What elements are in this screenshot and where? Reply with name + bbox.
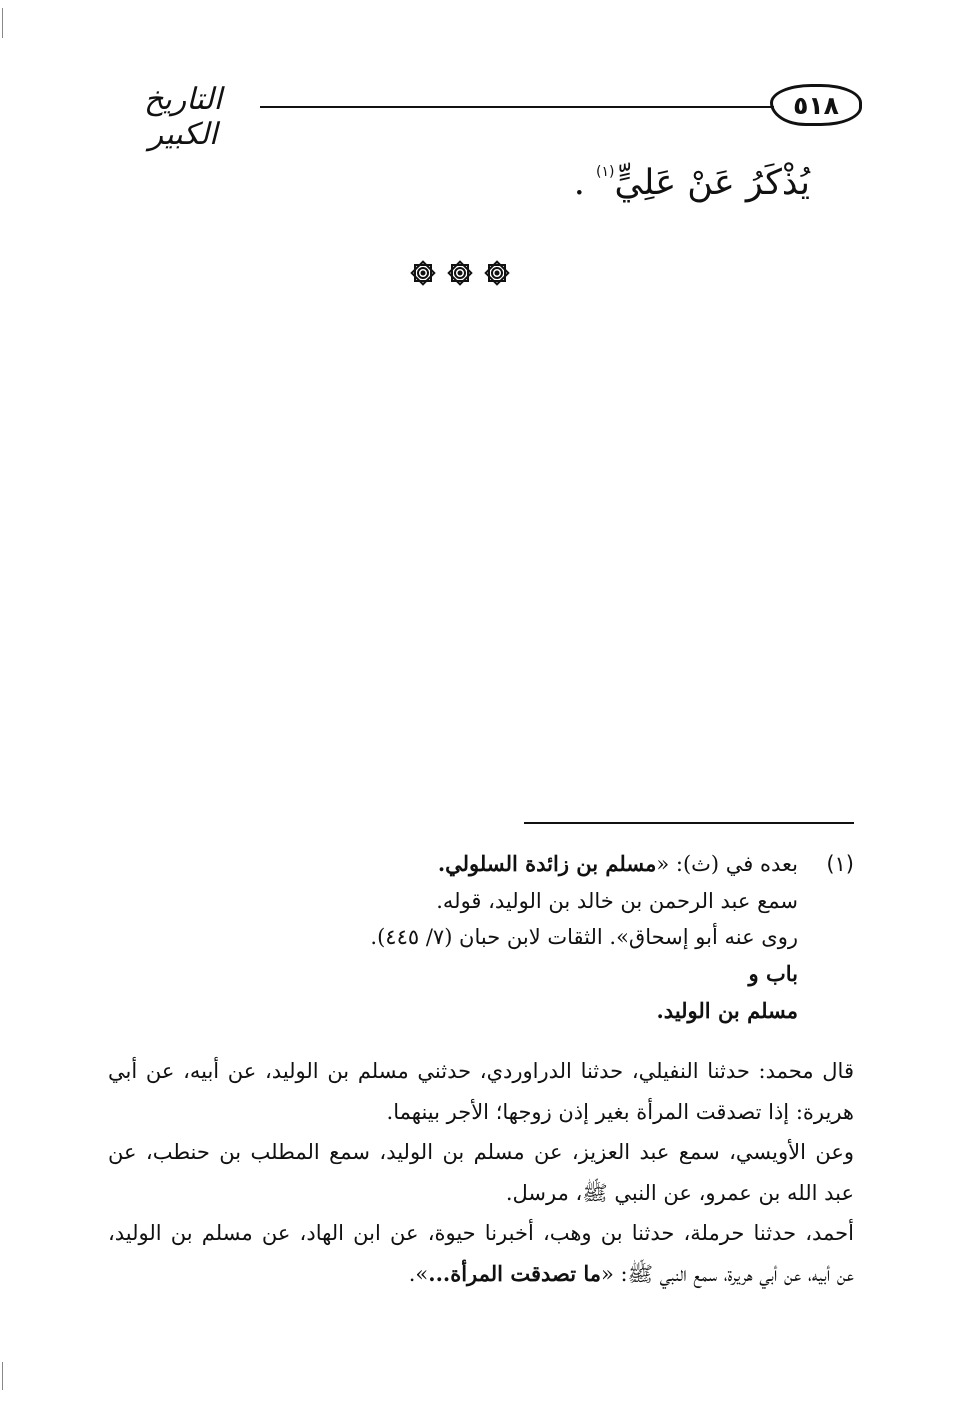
footnote-text: بعده في (ث): « — [656, 852, 798, 876]
footnote-text: عن أبيه، عن أبي هريرة، سمع النبي ﷺ: « — [601, 1261, 854, 1286]
footnote-bold-text: ما تصدقت المرأة... — [428, 1260, 602, 1286]
footnote-number: (١) — [826, 852, 854, 876]
page-number: ٥١٨ — [793, 90, 839, 120]
footnote-heading: باب و — [748, 961, 798, 987]
footnote-line: وعن الأويسي، سمع عبد العزيز، عن مسلم بن الوليد، سمع المطلب بن حنطب، عن — [108, 1140, 854, 1164]
footnote-body-continued — [108, 1051, 854, 1294]
footnote-body — [108, 846, 798, 1029]
star-ornament-icon — [408, 258, 438, 288]
book-title: التاريخ الكبير — [144, 82, 222, 152]
footnote-separator — [524, 822, 854, 824]
footnote-line: أحمد، حدثنا حرملة، حدثنا بن وهب، أخبرنا حيوة، عن ابن الهاد، عن مسلم بن الوليد، — [108, 1221, 854, 1245]
footnote-line: قال محمد: حدثنا النفيلي، حدثنا الدراوردي، حدثني مسلم بن الوليد، عن أبيه، عن أبي — [108, 1059, 854, 1083]
star-ornament-icon — [482, 258, 512, 288]
footnote-line: روى عنه أبو إسحاق». الثقات لابن حبان (٧/ ٤٤٥). — [370, 925, 798, 950]
footnote-ref[interactable]: (١) — [596, 164, 615, 180]
main-text — [574, 142, 810, 213]
page-number-badge — [770, 84, 862, 126]
footnote-line — [108, 846, 798, 883]
main-text-end: . — [573, 163, 585, 203]
star-ornament-icon — [445, 258, 475, 288]
header-rule — [260, 106, 774, 108]
page-header — [110, 78, 862, 152]
scan-margin-mark — [2, 8, 3, 38]
scan-margin-mark — [2, 1362, 3, 1390]
footnote-line — [108, 1254, 854, 1295]
section-divider-ornaments — [408, 258, 512, 294]
footnote-line: هريرة: إذا تصدقت المرأة بغير إذن زوجها؛ الأجر بينهما. — [386, 1099, 854, 1124]
footnote-bold-text: مسلم بن زائدة السلولي. — [437, 851, 657, 876]
main-text-line: يُذْكَرُ عَنْ عَلِيٍّ — [614, 163, 810, 203]
footnote-heading: مسلم بن الوليد. — [656, 997, 798, 1023]
footnote-text: ». — [408, 1261, 429, 1286]
footnote-line: سمع عبد الرحمن بن خالد بن الوليد، قوله. — [436, 888, 798, 913]
footnote-line: عبد الله بن عمرو، عن النبي ﷺ، مرسل. — [505, 1180, 854, 1205]
